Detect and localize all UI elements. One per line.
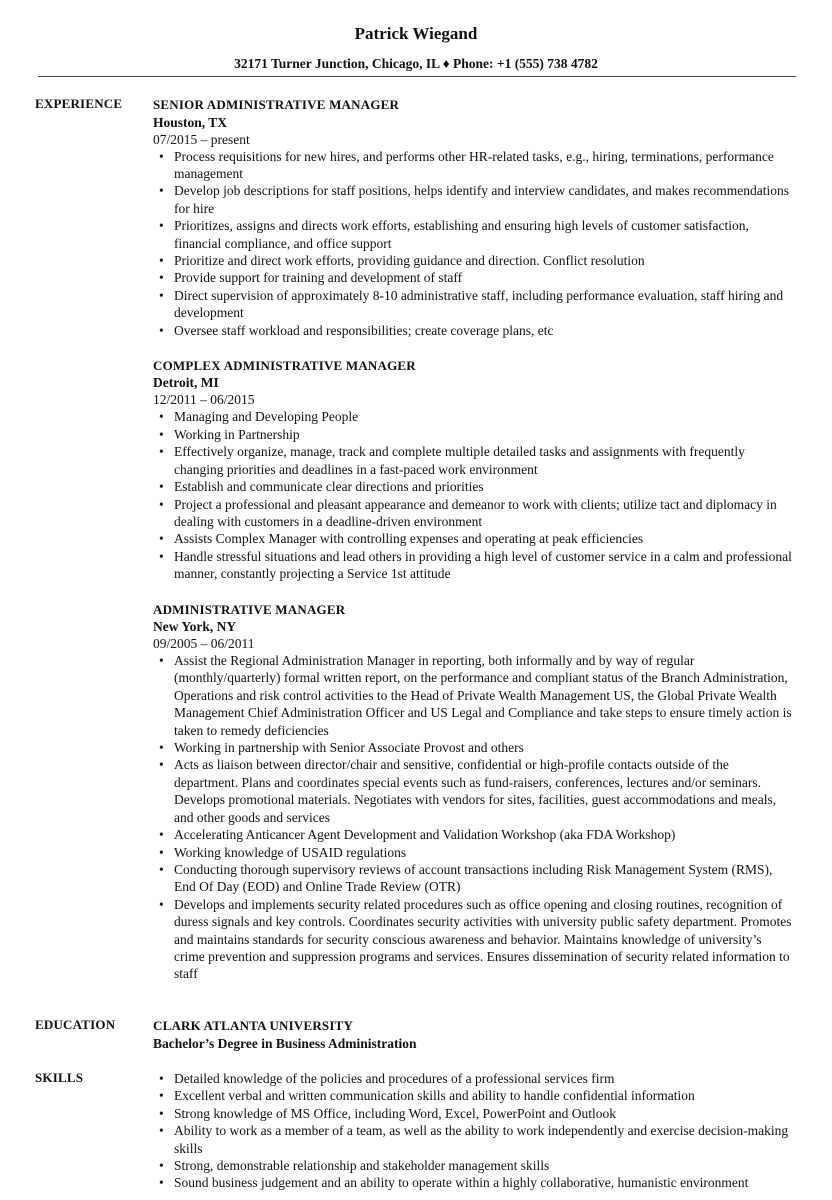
duty-text: Working knowledge of USAID regulations <box>174 844 407 860</box>
job-entry <box>153 96 793 339</box>
bullet-icon: • <box>159 531 164 547</box>
section-label-skills: SKILLS <box>35 1070 84 1085</box>
duty-text: Assist the Regional Administration Manager in reporting, both informally and by way of regular (monthly/quarterly) formal written report, on the performance and compliant status of the Branch Administration, Operations and risk control activities to the Head of Private Wealth Management US, the Global Private Wealth Management Chief Administration Officer and US Legal and Compliance and take steps to ensure timely action is taken to remedy deficiencies <box>174 653 792 738</box>
skill-item <box>153 1105 793 1122</box>
duty-item <box>153 496 793 531</box>
duty-text: Develops and implements security related procedures such as office opening and closing routines, recognition of duress signals and key controls. Coordinates security activities with university public safety department. Promotes and maintains standards for security conscious awareness and behavior. Maintains knowledge of university’s crime prevention and suppression programs and services. Ensures dissemination of security related information to staff <box>174 896 792 982</box>
duty-item <box>153 182 793 217</box>
bullet-icon: • <box>159 653 164 669</box>
job-title: COMPLEX ADMINISTRATIVE MANAGER <box>153 357 416 373</box>
skill-text: Sound business judgement and an ability to operate within a highly collaborative, humanistic environment <box>174 1175 749 1191</box>
duty-item <box>153 426 793 443</box>
skill-text: Strong, demonstrable relationship and stakeholder management skills <box>174 1158 550 1174</box>
bullet-icon: • <box>159 426 164 442</box>
skill-text: Detailed knowledge of the policies and procedures of a professional services firm <box>174 1071 615 1086</box>
bullet-icon: • <box>159 252 164 268</box>
job-dates: 12/2011 – 06/2015 <box>153 392 255 408</box>
bullet-icon: • <box>159 1071 164 1086</box>
duty-text: Effectively organize, manage, track and complete multiple detailed tasks and assignments with frequently changing priorities and deadlines in a fast-paced work environment <box>174 444 745 477</box>
bullet-icon: • <box>159 1175 164 1191</box>
skills-bullets <box>153 1070 793 1192</box>
duty-text: Establish and communicate clear directions and priorities <box>174 479 484 495</box>
duty-item <box>153 217 793 252</box>
bullet-icon: • <box>159 322 164 338</box>
duty-text: Develop job descriptions for staff positions, helps identify and interview candidates, and makes recommendations for hire <box>174 183 789 216</box>
bullet-icon: • <box>159 896 164 912</box>
job-location: Houston, TX <box>153 114 228 130</box>
duty-item <box>153 252 793 269</box>
duty-item <box>153 861 793 896</box>
bullet-icon: • <box>159 740 164 756</box>
duty-text: Project a professional and pleasant appearance and demeanor to work with clients; utilize tact and diplomacy in dealing with customers in a deadline-driven environment <box>174 496 777 529</box>
job-duties <box>153 408 793 582</box>
duty-item <box>153 269 793 286</box>
duty-item <box>153 826 793 843</box>
skills-list <box>153 1070 793 1192</box>
job-entry <box>153 357 793 583</box>
duty-item <box>153 739 793 756</box>
bullet-icon: • <box>159 218 164 234</box>
duty-item <box>153 530 793 547</box>
section-label-experience: EXPERIENCE <box>35 96 123 111</box>
school-name: CLARK ATLANTA UNIVERSITY <box>153 1018 354 1033</box>
job-title: ADMINISTRATIVE MANAGER <box>153 601 346 617</box>
duty-text: Prioritize and direct work efforts, providing guidance and direction. Conflict resolution <box>174 252 645 268</box>
skill-item <box>153 1087 793 1104</box>
duty-text: Handle stressful situations and lead others in providing a high level of customer service in a calm and professional manner, constantly projecting a Service 1st attitude <box>174 548 792 582</box>
bullet-icon: • <box>159 479 164 495</box>
job-dates: 07/2015 – present <box>153 131 250 147</box>
job-location: New York, NY <box>153 619 237 635</box>
duty-text: Managing and Developing People <box>174 409 359 425</box>
experience-list <box>153 96 793 1001</box>
duty-text: Oversee staff workload and responsibilities; create coverage plans, etc <box>174 322 554 338</box>
duty-text: Assists Complex Manager with controlling expenses and operating at peak efficiencies <box>174 531 644 547</box>
skill-text: Excellent verbal and written communication skills and ability to handle confidential information <box>174 1088 695 1104</box>
degree-name: Bachelor’s Degree in Business Administration <box>153 1035 417 1051</box>
duty-item <box>153 896 793 983</box>
bullet-icon: • <box>159 496 164 512</box>
education-entry <box>153 1017 793 1052</box>
duty-item <box>153 287 793 322</box>
bullet-icon: • <box>159 757 164 773</box>
duty-item <box>153 844 793 861</box>
duty-text: Conducting thorough supervisory reviews of account transactions including Risk Management System (RMS), End Of Day (EOD) and Online Trade Review (OTR) <box>174 861 773 895</box>
header-divider <box>38 76 796 77</box>
bullet-icon: • <box>159 409 164 425</box>
duty-text: Working in Partnership <box>174 426 300 442</box>
duty-item <box>153 322 793 339</box>
bullet-icon: • <box>159 444 164 460</box>
job-location: Detroit, MI <box>153 375 219 391</box>
skill-item <box>153 1122 793 1157</box>
duty-text: Prioritizes, assigns and directs work efforts, establishing and ensuring high levels of customer satisfaction, financial compliance, and office support <box>174 218 749 251</box>
bullet-icon: • <box>159 827 164 843</box>
duty-item <box>153 478 793 495</box>
job-entry <box>153 601 793 983</box>
bullet-icon: • <box>159 270 164 286</box>
duty-item <box>153 548 793 583</box>
job-duties <box>153 652 793 983</box>
bullet-icon: • <box>159 148 164 164</box>
duty-text: Direct supervision of approximately 8-10 administrative staff, including performance evaluation, staff hiring and development <box>174 287 784 321</box>
skill-item <box>153 1070 793 1087</box>
bullet-icon: • <box>159 844 164 860</box>
bullet-icon: • <box>159 1105 164 1121</box>
job-dates: 09/2005 – 06/2011 <box>153 636 255 652</box>
bullet-icon: • <box>159 287 164 303</box>
bullet-icon: • <box>159 183 164 199</box>
duty-text: Working in partnership with Senior Associate Provost and others <box>174 740 524 756</box>
duty-text: Acts as liaison between director/chair and sensitive, confidential or high-profile contacts outside of the department. Plans and coordinates special events such as fund-raisers, conferences, lectures and/or seminars. Develops promotional materials. Negotiates with vendors for sites, facilities, guest accommodations and meals, and other goods and services <box>174 757 777 825</box>
duty-item <box>153 408 793 425</box>
duty-text: Accelerating Anticancer Agent Development and Validation Workshop (aka FDA Workshop) <box>174 827 676 843</box>
bullet-icon: • <box>159 861 164 877</box>
duty-text: Provide support for training and development of staff <box>174 270 463 286</box>
duty-text: Process requisitions for new hires, and performs other HR-related tasks, e.g., hiring, terminations, performance management <box>174 148 774 181</box>
skill-text: Strong knowledge of MS Office, including Word, Excel, PowerPoint and Outlook <box>174 1105 616 1121</box>
duty-item <box>153 443 793 478</box>
duty-item <box>153 652 793 739</box>
skill-item <box>153 1157 793 1174</box>
skill-text: Ability to work as a member of a team, as well as the ability to work independently and exercise decision-making skills <box>174 1123 789 1156</box>
job-duties <box>153 148 793 339</box>
duty-item <box>153 148 793 183</box>
section-label-education: EDUCATION <box>35 1017 116 1032</box>
bullet-icon: • <box>159 1088 164 1104</box>
contact-line: 32171 Turner Junction, Chicago, IL ♦ Phone: +1 (555) 738 4782 <box>234 56 598 71</box>
bullet-icon: • <box>159 548 164 564</box>
skill-item <box>153 1174 793 1191</box>
candidate-name: Patrick Wiegand <box>354 24 478 43</box>
duty-item <box>153 756 793 826</box>
bullet-icon: • <box>159 1123 164 1139</box>
bullet-icon: • <box>159 1158 164 1174</box>
job-title: SENIOR ADMINISTRATIVE MANAGER <box>153 97 400 112</box>
